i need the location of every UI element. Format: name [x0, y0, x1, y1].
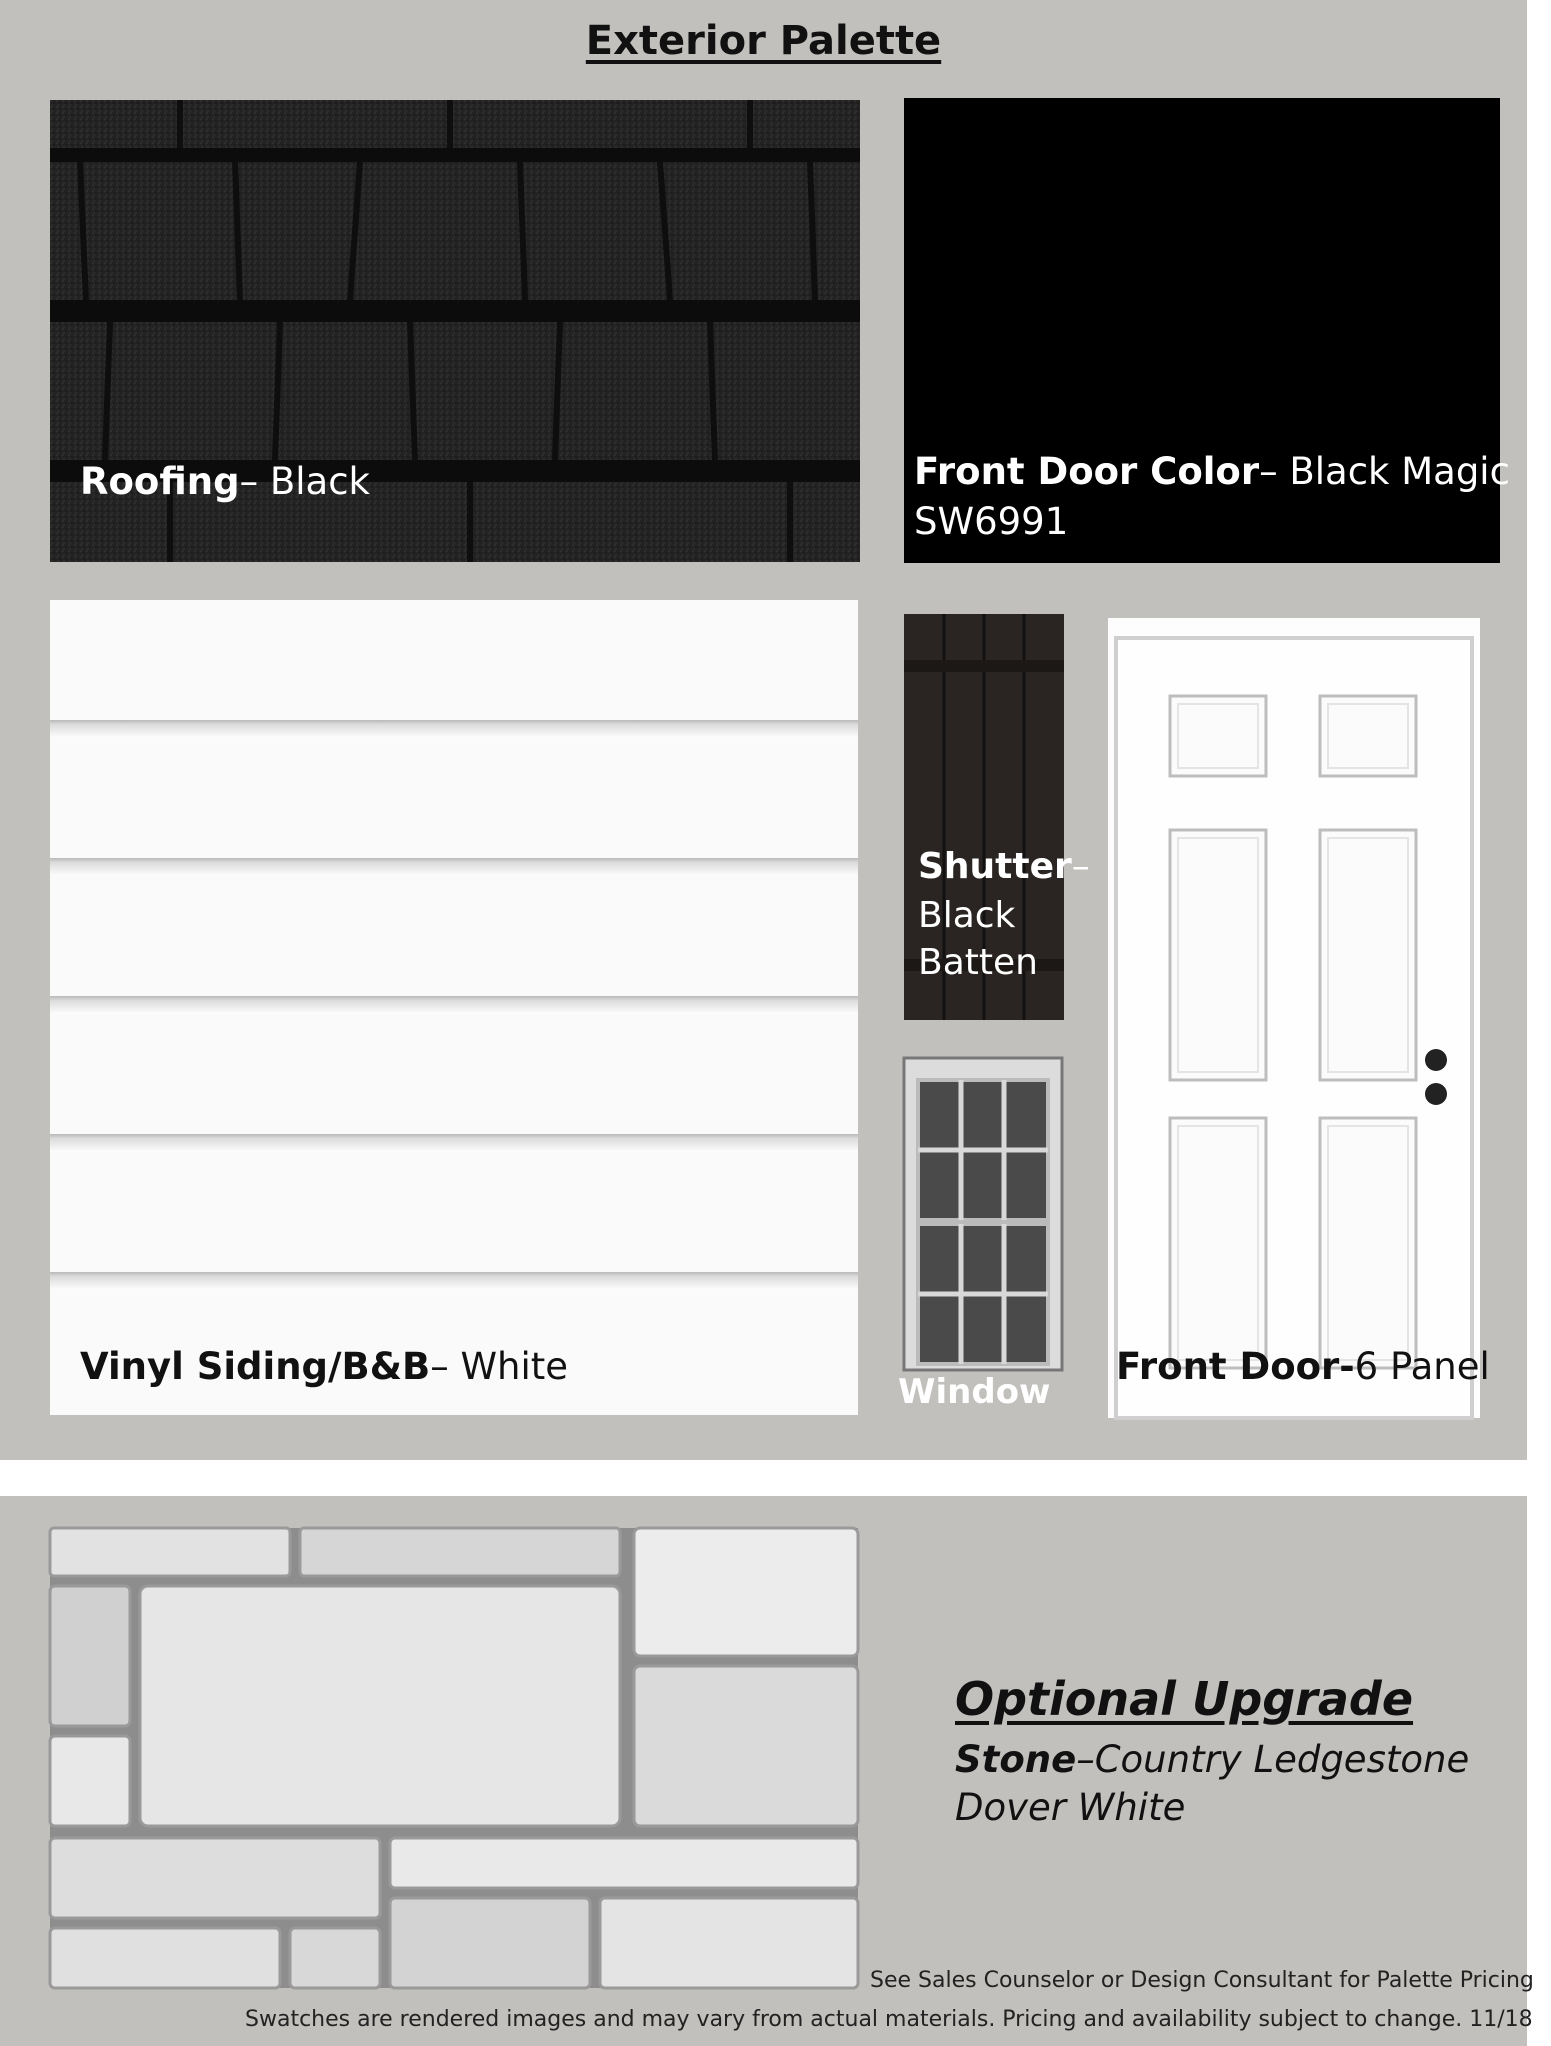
shutter-label: Shutter–: [918, 846, 1090, 887]
vinyl-siding-label: Vinyl Siding/B&B– White: [80, 1345, 569, 1388]
footer-disclaimer: Swatches are rendered images and may vary from actual materials. Pricing and availability subject to change. 11/18: [245, 2007, 1533, 2032]
page-title: Exterior Palette: [585, 18, 942, 64]
ledgestone-image: [50, 1528, 858, 1988]
shutter-label-line2: Black: [918, 895, 1016, 936]
vinyl-siding-image: [50, 600, 858, 1415]
footer-pricing-note: See Sales Counselor or Design Consultant for Palette Pricing: [870, 1968, 1534, 1993]
shutter-label-line3: Batten: [918, 942, 1038, 983]
vinyl-siding-swatch: [50, 600, 858, 1415]
window-image: [904, 1058, 1062, 1370]
optional-upgrade-stone: Stone–Country Ledgestone: [955, 1738, 1470, 1781]
front-door-swatch: [1108, 618, 1490, 1418]
shutter-swatch: [904, 614, 1090, 1020]
optional-upgrade-title: Optional Upgrade: [955, 1672, 1414, 1726]
front-door-color-swatch: [904, 98, 1510, 563]
roofing-swatch: [50, 100, 860, 562]
front-door-color-label: Front Door Color– Black Magic: [914, 450, 1510, 493]
front-door-label: Front Door-6 Panel: [1116, 1345, 1490, 1388]
front-door-color-code: SW6991: [914, 500, 1069, 543]
window-label: Window: [898, 1372, 1051, 1412]
six-panel-door-image: [1108, 618, 1480, 1418]
stone-swatch: [50, 1528, 858, 1988]
optional-upgrade-stone-line2: Dover White: [955, 1786, 1186, 1829]
window-swatch: [904, 1058, 1062, 1370]
roofing-label: Roofing– Black: [80, 460, 370, 503]
